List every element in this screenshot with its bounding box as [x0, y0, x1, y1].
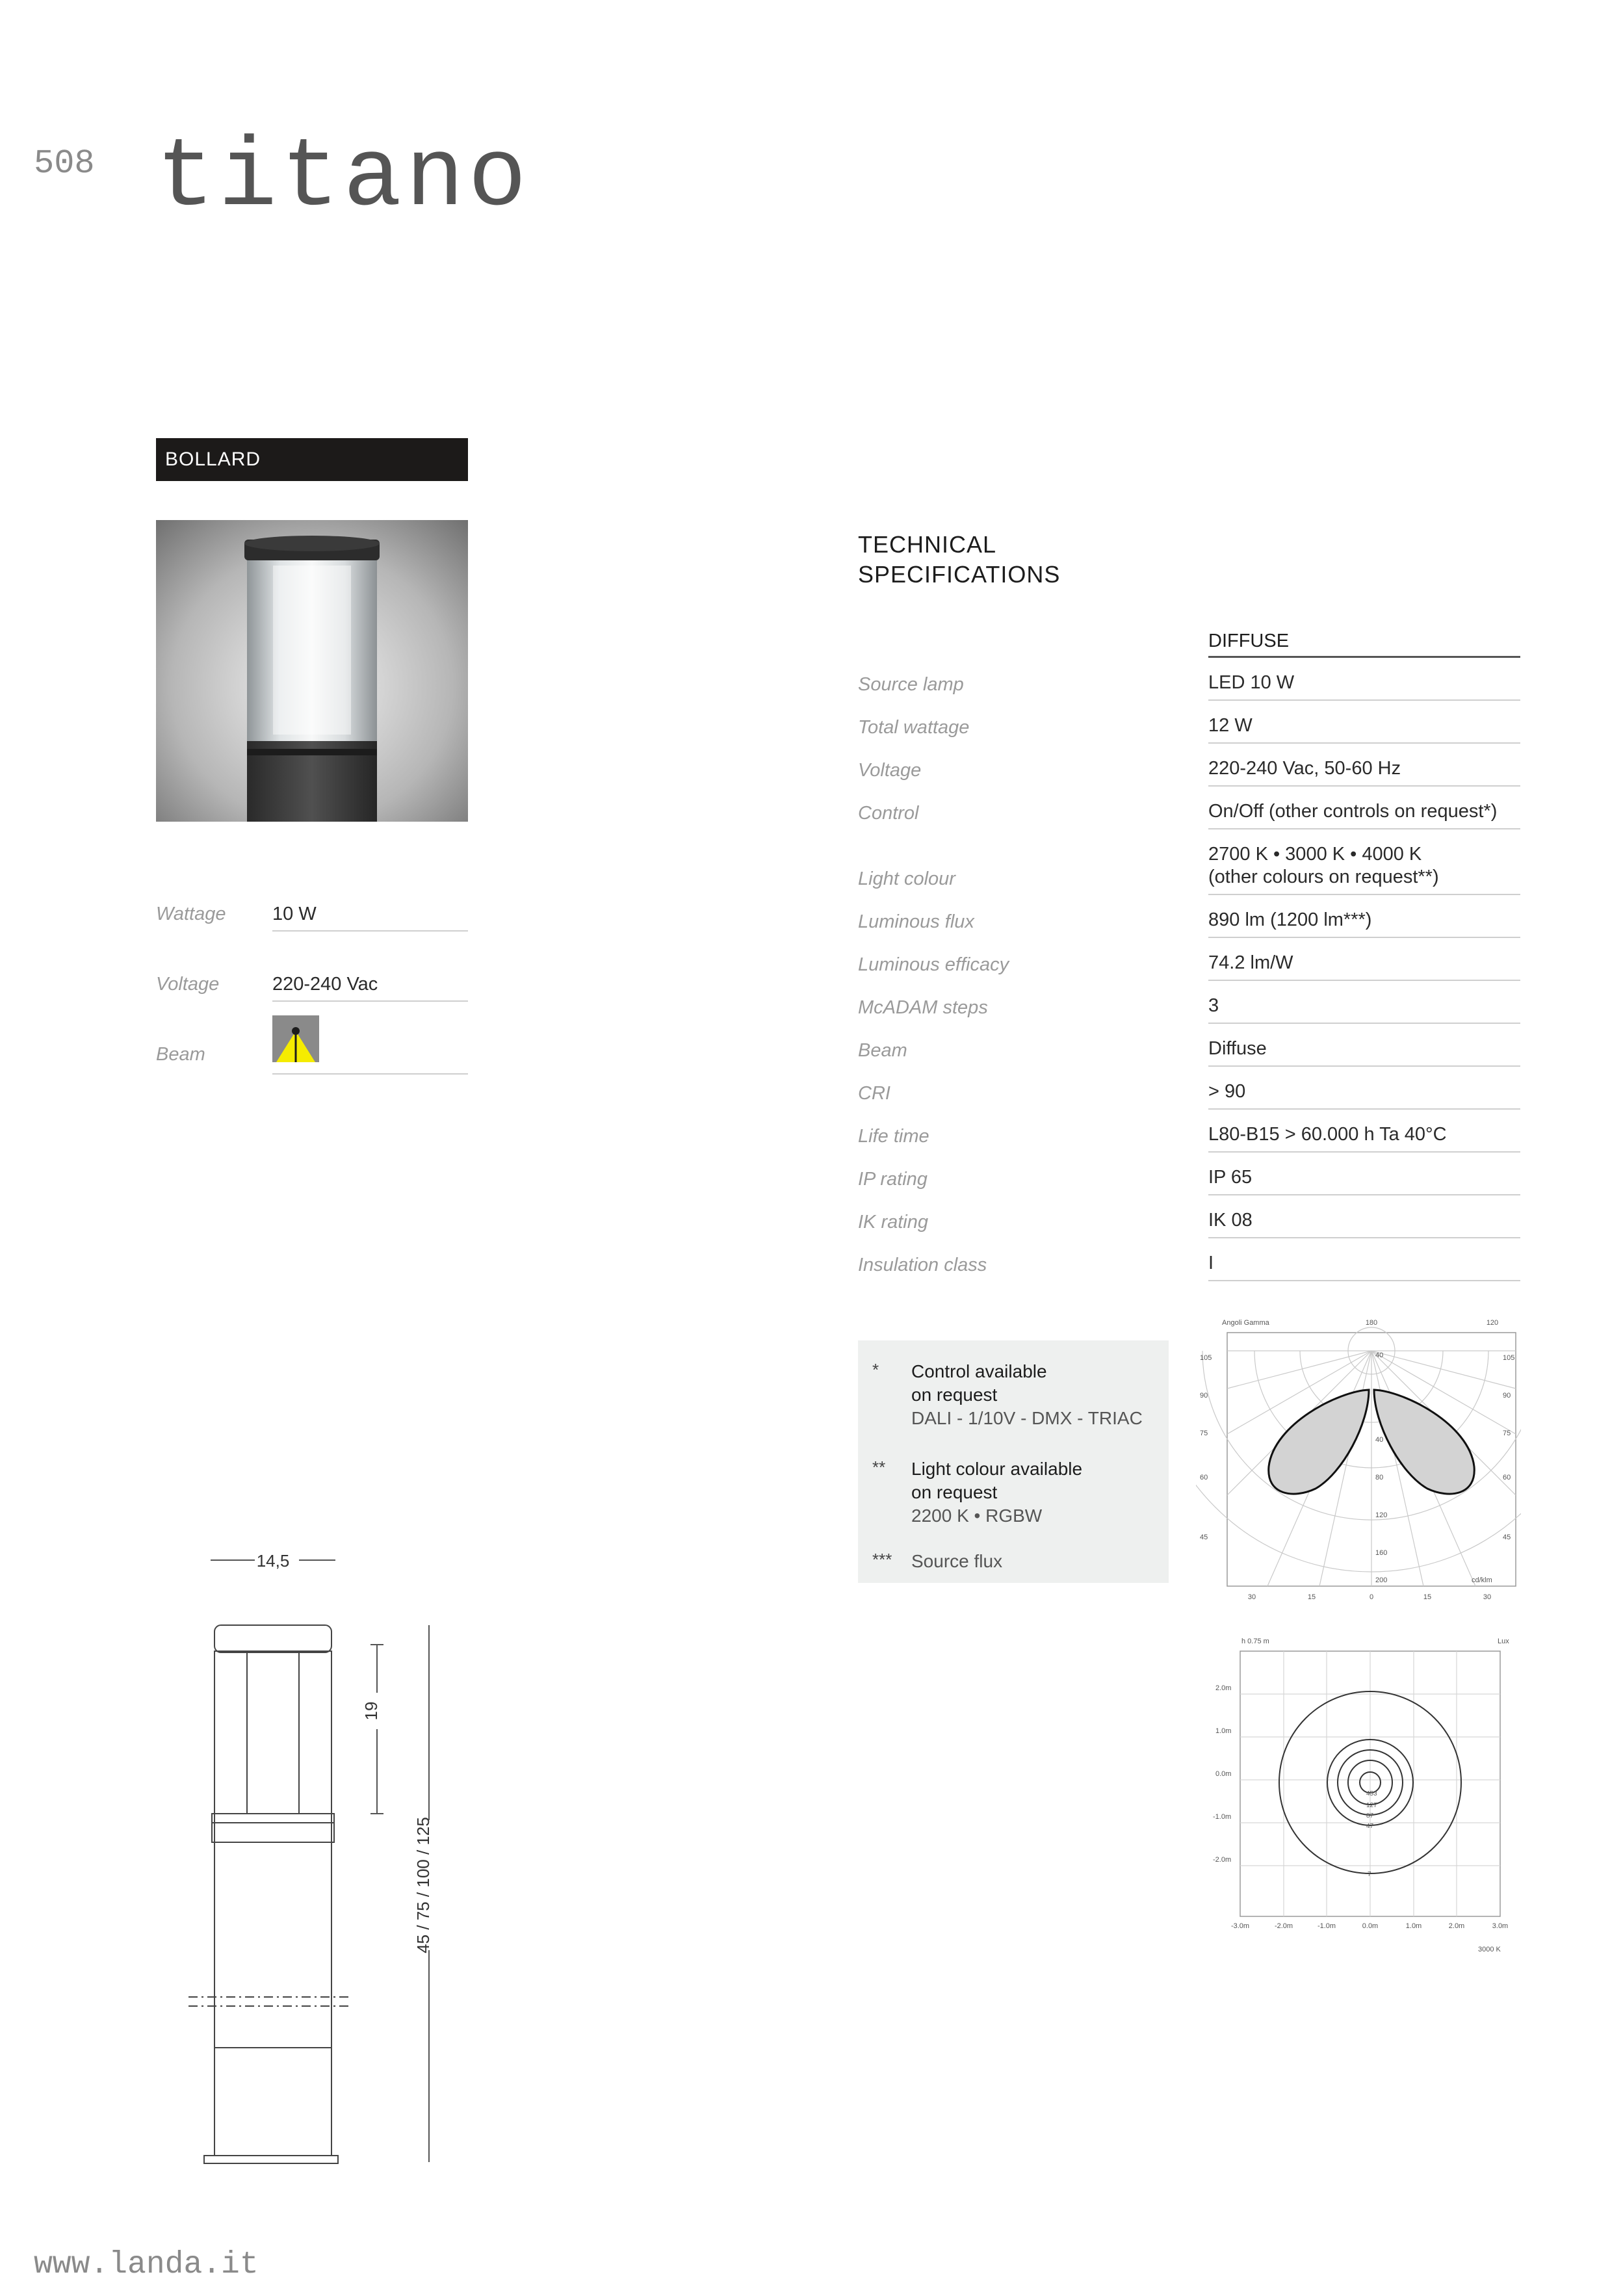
polar-right-angle: 105	[1503, 1354, 1515, 1362]
polar-left-angle: 90	[1200, 1392, 1208, 1400]
polar-intensity-label: 200	[1375, 1576, 1388, 1584]
isolux-x-label: 3.0m	[1492, 1922, 1509, 1930]
footer-website-link[interactable]: www.landa.it	[34, 2247, 259, 2282]
note-title: Light colour available	[911, 1459, 1083, 1479]
polar-diagram	[1196, 1313, 1521, 1612]
note-title: Source flux	[911, 1551, 1003, 1571]
polar-unit: cd/klm	[1472, 1576, 1492, 1584]
tech-title-line1: TECHNICAL	[858, 531, 997, 558]
isolux-x-label: 1.0m	[1405, 1922, 1422, 1930]
polar-top-label: 180	[1365, 1319, 1378, 1327]
tech-title-line2: SPECIFICATIONS	[858, 561, 1061, 588]
polar-right-angle: 45	[1503, 1533, 1511, 1541]
polar-mid-label: 40	[1375, 1351, 1384, 1359]
notes-box	[858, 1340, 1169, 1583]
spec-value-control: On/Off (other controls on request*)	[1208, 800, 1520, 829]
product-photo	[156, 520, 468, 822]
isolux-contour-label: 453	[1366, 1790, 1377, 1797]
spec-value-luminous-flux: 890 lm (1200 lm***)	[1208, 909, 1520, 938]
isolux-y-label: 2.0m	[1215, 1684, 1232, 1692]
category-bar	[156, 438, 468, 481]
spec-value-insulation-class: I	[1208, 1252, 1520, 1281]
spec-label-cri: CRI	[858, 1083, 890, 1104]
isolux-x-label: -2.0m	[1274, 1922, 1293, 1930]
isolux-x-label: -1.0m	[1317, 1922, 1336, 1930]
qs-beam-value	[272, 1015, 468, 1075]
isolux-diagram	[1196, 1632, 1521, 1963]
isolux-y-label: 1.0m	[1215, 1727, 1232, 1735]
isolux-color-temp: 3000 K	[1478, 1946, 1501, 1953]
polar-right-angle: 90	[1503, 1392, 1511, 1400]
note-detail: 2200 K • RGBW	[911, 1506, 1043, 1526]
polar-bottom-label: 15	[1307, 1593, 1316, 1601]
isolux-x-label: 0.0m	[1362, 1922, 1379, 1930]
polar-left-angle: 45	[1200, 1533, 1208, 1541]
qs-voltage-label: Voltage	[156, 974, 220, 995]
column-head-diffuse: DIFFUSE	[1208, 631, 1520, 658]
note-mark: ***	[872, 1550, 892, 1569]
note-detail: DALI - 1/10V - DMX - TRIAC	[911, 1408, 1143, 1428]
isolux-contour-label: 87	[1366, 1812, 1374, 1820]
qs-wattage-value: 10 W	[272, 904, 468, 932]
dimension-width: 14,5	[256, 1551, 290, 1571]
isolux-y-label: 0.0m	[1215, 1770, 1232, 1778]
isolux-x-label: -3.0m	[1230, 1922, 1250, 1930]
note-title: Control available	[911, 1361, 1047, 1381]
spec-label-control: Control	[858, 803, 919, 824]
polar-title: Angoli Gamma	[1222, 1319, 1269, 1327]
note-title: on request	[911, 1482, 998, 1502]
qs-wattage-label: Wattage	[156, 904, 226, 924]
polar-top-label: 120	[1486, 1319, 1499, 1327]
technical-specifications-title	[858, 530, 1060, 590]
beam-icon	[272, 1015, 319, 1062]
polar-bottom-label: 0	[1369, 1593, 1374, 1601]
category-label: BOLLARD	[165, 449, 261, 470]
spec-label-total-wattage: Total wattage	[858, 717, 970, 738]
light-colour-line1: 2700 K • 3000 K • 4000 K	[1208, 844, 1422, 865]
qs-beam-label: Beam	[156, 1044, 205, 1065]
spec-label-luminous-efficacy: Luminous efficacy	[858, 954, 1009, 975]
spec-value-beam: Diffuse	[1208, 1037, 1520, 1067]
spec-label-luminous-flux: Luminous flux	[858, 911, 974, 932]
spec-value-ik-rating: IK 08	[1208, 1209, 1520, 1238]
polar-intensity-label: 120	[1375, 1511, 1388, 1519]
polar-left-angle: 105	[1200, 1354, 1212, 1362]
page-number: 508	[34, 144, 95, 183]
polar-bottom-label: 15	[1423, 1593, 1432, 1601]
spec-value-light-colour	[1208, 843, 1520, 895]
isolux-x-label: 2.0m	[1448, 1922, 1465, 1930]
polar-intensity-label: 40	[1375, 1436, 1384, 1444]
spec-label-beam: Beam	[858, 1040, 907, 1061]
isolux-contour-label: 47	[1366, 1823, 1374, 1830]
spec-value-voltage: 220-240 Vac, 50-60 Hz	[1208, 757, 1520, 787]
isolux-unit: Lux	[1498, 1637, 1509, 1645]
spec-value-life-time: L80-B15 > 60.000 h Ta 40°C	[1208, 1123, 1520, 1153]
note-mark: *	[872, 1360, 879, 1379]
spec-label-ip-rating: IP rating	[858, 1169, 928, 1190]
polar-intensity-label: 160	[1375, 1549, 1388, 1557]
spec-label-ik-rating: IK rating	[858, 1212, 928, 1233]
polar-left-angle: 60	[1200, 1474, 1208, 1481]
spec-label-source-lamp: Source lamp	[858, 674, 964, 695]
polar-right-angle: 60	[1503, 1474, 1511, 1481]
light-colour-line2: (other colours on request**)	[1208, 867, 1439, 887]
polar-left-angle: 75	[1200, 1429, 1208, 1437]
polar-bottom-label: 30	[1247, 1593, 1256, 1601]
spec-value-source-lamp: LED 10 W	[1208, 672, 1520, 701]
isolux-height-label: h 0.75 m	[1241, 1637, 1269, 1645]
polar-bottom-label: 30	[1483, 1593, 1492, 1601]
isolux-y-label: -2.0m	[1213, 1856, 1232, 1864]
isolux-contour-label: 127	[1366, 1802, 1377, 1809]
isolux-y-label: -1.0m	[1213, 1813, 1232, 1821]
qs-voltage-value: 220-240 Vac	[272, 974, 468, 1002]
spec-value-mcadam-steps: 3	[1208, 995, 1520, 1024]
dimension-total-height: 45 / 75 / 100 / 125	[413, 1817, 433, 1953]
spec-label-voltage: Voltage	[858, 760, 922, 781]
spec-label-mcadam-steps: McADAM steps	[858, 997, 988, 1018]
spec-label-insulation-class: Insulation class	[858, 1255, 987, 1275]
product-title: titano	[156, 124, 531, 234]
spec-label-life-time: Life time	[858, 1126, 929, 1147]
note-mark: **	[872, 1457, 886, 1477]
isolux-contour-label: 7	[1368, 1871, 1371, 1878]
spec-label-light-colour: Light colour	[858, 868, 955, 889]
spec-value-ip-rating: IP 65	[1208, 1166, 1520, 1195]
note-title: on request	[911, 1385, 998, 1405]
spec-value-luminous-efficacy: 74.2 lm/W	[1208, 952, 1520, 981]
polar-right-angle: 75	[1503, 1429, 1511, 1437]
dimension-drawing	[182, 1534, 455, 2171]
spec-value-cri: > 90	[1208, 1080, 1520, 1110]
polar-intensity-label: 80	[1375, 1474, 1384, 1481]
spec-value-total-wattage: 12 W	[1208, 714, 1520, 744]
dimension-head-height: 19	[361, 1701, 381, 1721]
